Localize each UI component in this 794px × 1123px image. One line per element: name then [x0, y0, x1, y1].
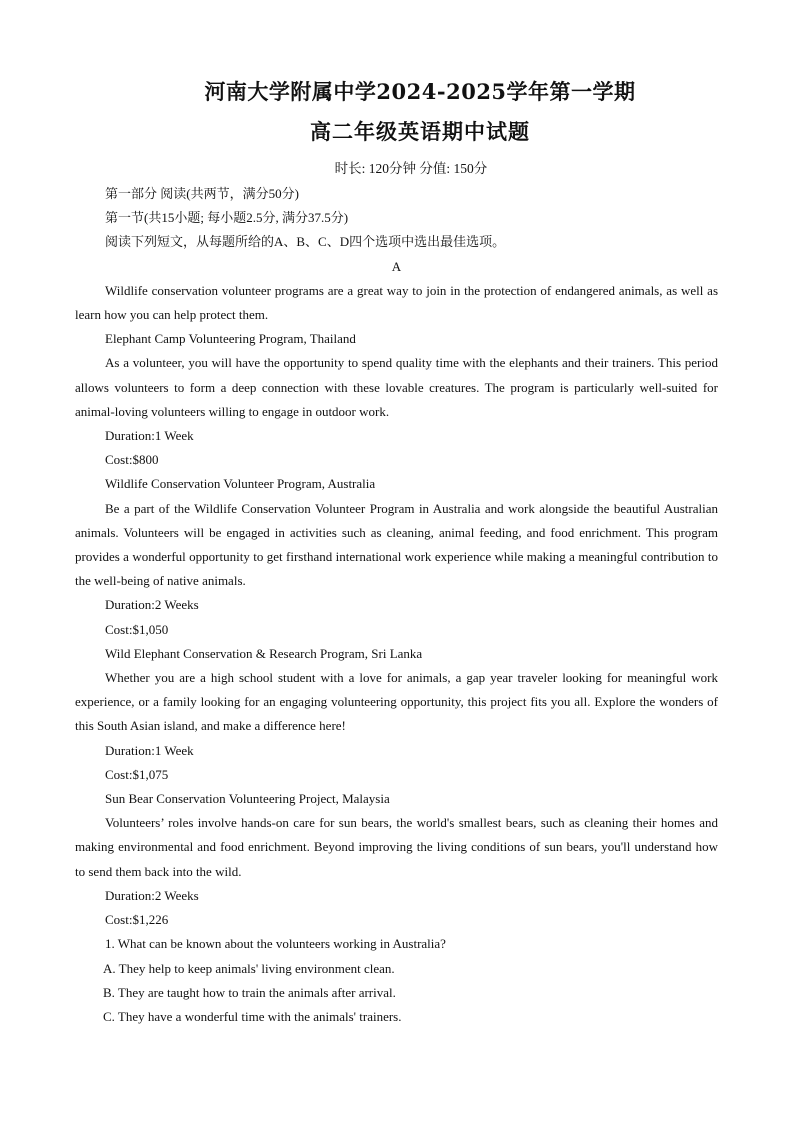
answer-option: A. They help to keep animals' living environment clean.: [103, 960, 395, 976]
program-duration: Duration:1 Week: [105, 742, 194, 758]
program-title: Elephant Camp Volunteering Program, Thailand: [105, 331, 356, 347]
program-description: As a volunteer, you will have the opportunity to spend quality time with the elephants and their trainers. This period allows volunteers to form a deep connection with these lovable creatures. The program is particularly well-suited for animal-loving volunteers willing to engage in outdoor work.: [75, 355, 718, 419]
program-cost: Cost:$1,226: [105, 912, 169, 928]
passage-label: A: [391, 258, 402, 274]
program-duration: Duration:2 Weeks: [105, 597, 199, 613]
section-heading: 第一节(共15小题; 每小题2.5分, 满分37.5分): [105, 210, 349, 226]
answer-option: B. They are taught how to train the animals after arrival.: [103, 984, 396, 1000]
program-cost: Cost:$800: [105, 452, 159, 468]
exam-content: [75, 182, 718, 1029]
exam-title: 河南大学附属中学2024-2025学年第一学期: [204, 79, 636, 104]
question-stem: 1. What can be known about the volunteers working in Australia?: [105, 936, 446, 952]
exam-subtitle: 高二年级英语期中试题: [310, 119, 530, 144]
exam-duration-score: 时长: 120分钟 分值: 150分: [334, 161, 488, 176]
program-description: Whether you are a high school student with a love for animals, a gap year traveler looking for meaningful work experience, or a family looking for an engaging volunteering opportunity, this project fits you all. Explore the wonders of this South Asian island, and make a difference here!: [75, 670, 718, 734]
program-title: Sun Bear Conservation Volunteering Project, Malaysia: [105, 791, 390, 807]
program-cost: Cost:$1,075: [105, 766, 169, 782]
program-description: Volunteers’ roles involve hands-on care for sun bears, the world's smallest bears, such as cleaning their homes and making environmental and food enrichment. Beyond improving the living conditions of sun bears, you'll understand how to send them back into the wild.: [75, 815, 718, 879]
program-duration: Duration:1 Week: [105, 428, 194, 444]
directions: 阅读下列短文，从每题所给的A、B、C、D四个选项中选出最佳选项。: [105, 234, 506, 250]
program-description: Be a part of the Wildlife Conservation Volunteer Program in Australia and work alongside the beautiful Australian animals. Volunteers will be engaged in activities such as cleaning, animal feeding, and food enrichment. This program provides a wonderful opportunity to get firsthand international work experience while making a meaningful contribution to the well-being of native animals.: [75, 500, 718, 589]
program-title: Wild Elephant Conservation & Research Program, Sri Lanka: [105, 645, 423, 661]
passage-intro: Wildlife conservation volunteer programs are a great way to join in the protection of endangered animals, as well as learn how you can help protect them.: [75, 282, 718, 323]
program-cost: Cost:$1,050: [105, 621, 169, 637]
part-heading: 第一部分 阅读(共两节，满分50分): [105, 186, 299, 201]
program-duration: Duration:2 Weeks: [105, 887, 199, 903]
answer-option: C. They have a wonderful time with the animals' trainers.: [103, 1008, 402, 1024]
program-title: Wildlife Conservation Volunteer Program, Australia: [105, 476, 376, 492]
